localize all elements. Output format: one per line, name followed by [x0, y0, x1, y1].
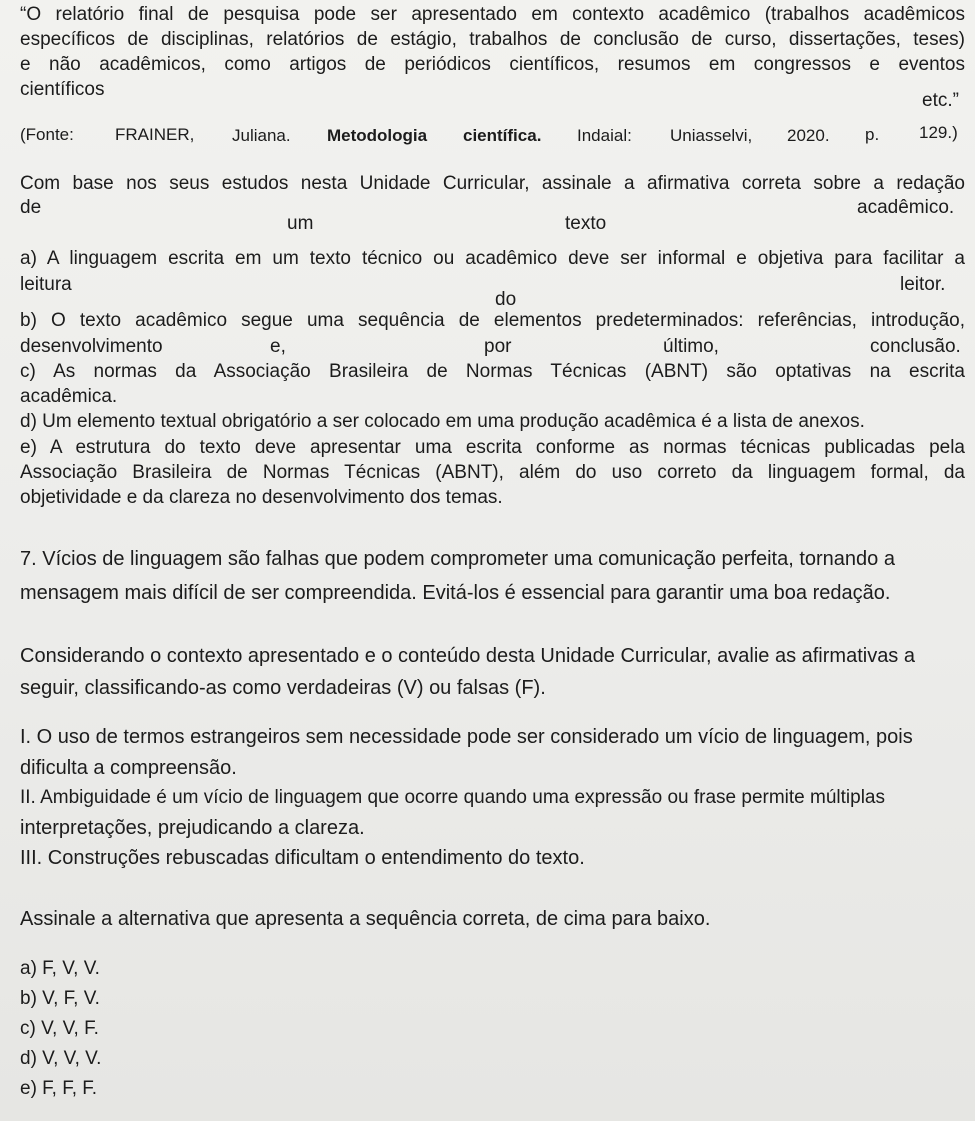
- q6-option-e-line-2: Associação Brasileira de Normas Técnicas (ABNT), além do uso correto da linguagem formal, da: [20, 462, 965, 483]
- source-word: (Fonte:: [20, 125, 74, 144]
- source-word: 129.): [919, 123, 958, 142]
- q6-option-c-line-2: acadêmica.: [20, 386, 118, 407]
- q6-option-e-line-1: e) A estrutura do texto deve apresentar uma escrita conforme as normas técnicas publicadas pela: [20, 437, 965, 458]
- q7-instruction: Assinale a alternativa que apresenta a sequência correta, de cima para baixo.: [20, 908, 711, 930]
- q6-stem-word: um: [287, 213, 314, 234]
- q7-option-c: c) V, V, F.: [20, 1018, 99, 1039]
- source-word-bold: científica.: [463, 126, 542, 145]
- source-word: p.: [865, 125, 880, 144]
- quote-line-4-right: etc.”: [922, 90, 959, 111]
- q7-statement-2-line-2: interpretações, prejudicando a clareza.: [20, 817, 365, 839]
- source-word: Uniasselvi,: [670, 126, 753, 145]
- q7-context-line-1: Considerando o contexto apresentado e o conteúdo desta Unidade Curricular, avalie as afirmativas a: [20, 645, 915, 667]
- q7-statement-3-line-1: III. Construções rebuscadas dificultam o entendimento do texto.: [20, 847, 585, 869]
- source-word: Juliana.: [232, 126, 291, 145]
- q6-option-a-word: leitura: [20, 274, 72, 295]
- q6-option-e-line-3: objetividade e da clareza no desenvolvimento dos temas.: [20, 487, 503, 508]
- q6-stem-word: de: [20, 197, 42, 218]
- source-word: FRAINER,: [115, 125, 195, 144]
- source-word: 2020.: [787, 126, 830, 145]
- q6-option-b-word: conclusão.: [870, 336, 961, 357]
- q7-option-a: a) F, V, V.: [20, 958, 100, 979]
- q6-stem-word: acadêmico.: [857, 197, 955, 218]
- quote-line-2: específicos de disciplinas, relatórios de estágio, trabalhos de conclusão de curso, dissertações, teses): [20, 29, 965, 50]
- q7-statement-1-line-2: dificulta a compreensão.: [20, 757, 237, 779]
- quote-line-1: “O relatório final de pesquisa pode ser apresentado em contexto acadêmico (trabalhos acadêmicos: [20, 4, 965, 25]
- q7-option-d: d) V, V, V.: [20, 1048, 102, 1069]
- q7-option-b: b) V, F, V.: [20, 988, 100, 1009]
- quote-line-3: e não acadêmicos, como artigos de periódicos científicos, resumos em congressos e eventos: [20, 54, 965, 75]
- q6-stem-word: texto: [565, 213, 607, 234]
- q6-option-a-word: leitor.: [900, 274, 946, 295]
- source-word: Indaial:: [577, 126, 632, 145]
- q6-option-a-line-1: a) A linguagem escrita em um texto técnico ou acadêmico deve ser informal e objetiva para facilitar a: [20, 248, 965, 269]
- q6-option-d-line-1: d) Um elemento textual obrigatório a ser colocado em uma produção acadêmica é a lista de anexos.: [20, 411, 865, 432]
- q7-statement-1-line-1: I. O uso de termos estrangeiros sem necessidade pode ser considerado um vício de linguagem, pois: [20, 726, 913, 748]
- q7-option-e: e) F, F, F.: [20, 1078, 98, 1099]
- q7-intro-line-2: mensagem mais difícil de ser compreendida. Evitá-los é essencial para garantir uma boa redação.: [20, 582, 891, 604]
- q6-option-b-line-1: b) O texto acadêmico segue uma sequência de elementos predeterminados: referências, introdução,: [20, 310, 965, 331]
- source-word-bold: Metodologia: [327, 126, 428, 145]
- q7-context-line-2: seguir, classificando-as como verdadeiras (V) ou falsas (F).: [20, 677, 546, 699]
- q7-intro-line-1: 7. Vícios de linguagem são falhas que podem comprometer uma comunicação perfeita, tornando a: [20, 548, 895, 570]
- q6-option-b-word: e,: [270, 336, 286, 357]
- q6-option-b-word: desenvolvimento: [20, 336, 163, 357]
- q6-option-a-word: do: [495, 289, 517, 310]
- q6-option-b-word: por: [484, 336, 512, 357]
- q6-option-c-line-1: c) As normas da Associação Brasileira de Normas Técnicas (ABNT) são optativas na escrita: [20, 361, 965, 382]
- q6-option-b-word: último,: [663, 336, 719, 357]
- quote-line-4-left: científicos: [20, 79, 105, 100]
- q7-statement-2-line-1: II. Ambiguidade é um vício de linguagem que ocorre quando uma expressão ou frase permite múltiplas: [20, 787, 885, 808]
- q6-stem-line-1: Com base nos seus estudos nesta Unidade Curricular, assinale a afirmativa correta sobre a redação: [20, 173, 965, 194]
